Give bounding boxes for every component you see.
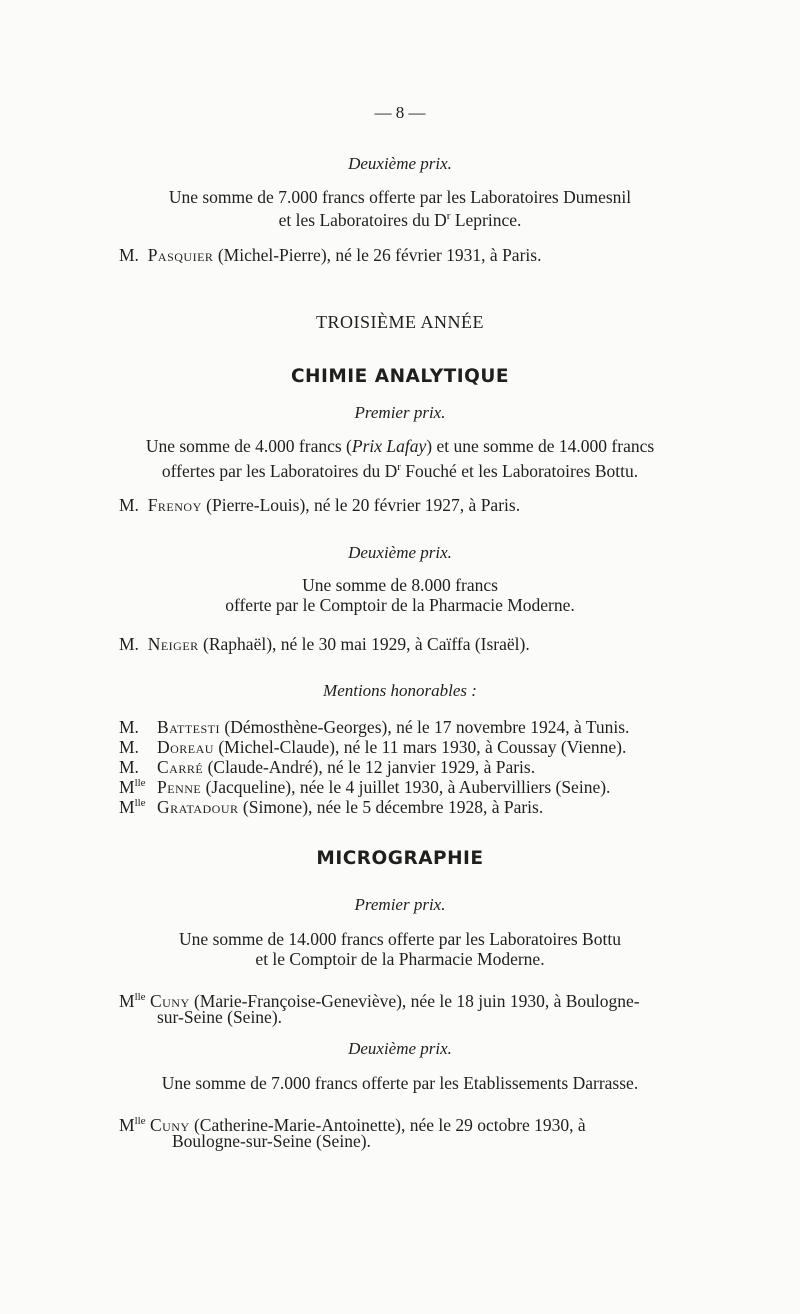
prize-title: Deuxième prix. [348,1039,452,1058]
mentions-title: Mentions honorables : [323,681,477,700]
winner-entry: M. Neiger (Raphaël), né le 30 mai 1929, à Caïffa (Israël). [119,634,530,654]
prize-description: Une somme de 14.000 francs offerte par les Laboratoires Bottu [179,929,621,949]
winner-entry: $M^{lle}$ Cuny (Marie-Françoise-Geneviève), née le 18 juin 1930, à Boulogne- [119,990,640,1011]
prize-title: Premier prix. [354,403,446,422]
section-heading: CHIMIE ANALYTIQUE [290,366,510,387]
list-item: M. Doreau (Michel-Claude), né le 11 mars 1930, à Coussay (Vienne). [119,736,627,757]
list-item: $M^{lle}$ Gratadour (Simone), née le 5 décembre 1928, à Paris. [119,796,544,817]
list-item: $M^{lle}$ Penne (Jacqueline), née le 4 juillet 1930, à Aubervilliers (Seine). [119,776,611,797]
winner-entry-continued: Boulogne-sur-Seine (Seine). [172,1131,371,1151]
prize-description: Une somme de 7.000 francs offerte par les Etablissements Darrasse. [161,1073,639,1093]
winner-entry: M. Pasquier (Michel-Pierre), né le 26 février 1931, à Paris. [119,245,542,265]
prize-description: Une somme de 4.000 francs (Prix Lafay) et une somme de 14.000 francs [145,436,655,456]
prize-description: et les Laboratoires du $D^r$ Leprince. [278,209,522,230]
page-number: — 8 — [374,103,426,122]
winner-entry: M. Frenoy (Pierre-Louis), né le 20 février 1927, à Paris. [119,495,521,515]
prize-description: Une somme de 7.000 francs offerte par les Laboratoires Dumesnil [168,187,632,207]
prize-description: offerte par le Comptoir de la Pharmacie Moderne. [225,595,575,615]
prize-description: Une somme de 8.000 francs [302,575,498,595]
prize-title: Deuxième prix. [348,543,452,562]
prize-description: et le Comptoir de la Pharmacie Moderne. [255,949,545,969]
winner-entry: $M^{lle}$ Cuny (Catherine-Marie-Antoinette), née le 29 octobre 1930, à [119,1114,586,1135]
winner-entry-continued: sur-Seine (Seine). [157,1007,283,1027]
year-heading: TROISIÈME ANNÉE [316,312,484,332]
prize-description: offertes par les Laboratoires du $D^r$ Fouché et les Laboratoires Bottu. [161,460,639,481]
prize-title: Deuxième prix. [348,154,452,173]
list-item: M. Carré (Claude-André), né le 12 janvier 1929, à Paris. [119,756,536,777]
prize-title: Premier prix. [354,895,446,914]
list-item: M. Battesti (Démosthène-Georges), né le 17 novembre 1924, à Tunis. [119,716,630,737]
section-heading: MICROGRAPHIE [316,848,484,869]
